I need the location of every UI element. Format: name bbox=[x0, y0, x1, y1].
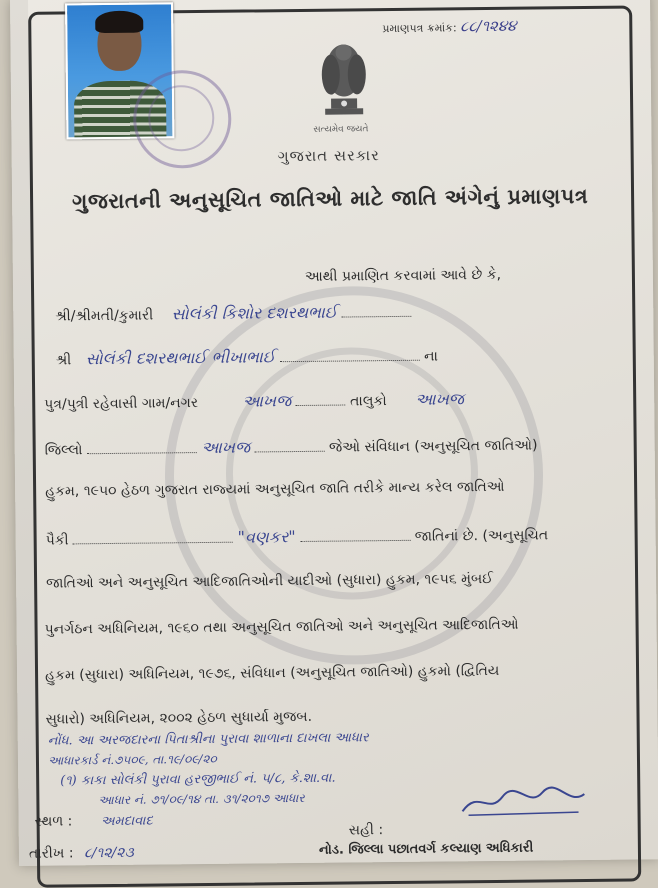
handwritten-note-1: નોંધ. આ અરજદારના પિતાશ્રીના પુરાવા શાળાના દાખલા આધાર bbox=[47, 730, 369, 749]
para4: જાતિઓ અને અનુસૂચિત આદિજાતિઓની યાદીઓ (સુધારા) હુકમ, ૧૯૫૬ મુંબઈ bbox=[46, 570, 494, 592]
emblem-motto: સત્યમેવ જયતે bbox=[313, 124, 369, 135]
taluka-label: તાલુકો bbox=[349, 393, 387, 410]
issuing-officer: નોડ. જિલ્લા પછાતવર્ગ કલ્યાણ અધિકારી bbox=[318, 840, 534, 858]
name-value: સોલંકી કિશોર દશરથભાઈ bbox=[171, 302, 338, 324]
date-value: ૮/૧૨/૨૩ bbox=[83, 844, 134, 862]
district-dotted-line-2 bbox=[254, 439, 324, 453]
father-dotted-line bbox=[280, 348, 420, 362]
date-row bbox=[29, 845, 134, 862]
para2: હુકમ, ૧૯૫૦ હેઠળ ગુજરાત રાજ્યમાં અનુસૂચિત જાતિ તરીકે માન્ય કરેલ જાતિઓ bbox=[45, 478, 505, 500]
certify-text: આથી પ્રમાણિત કરવામાં આવે છે કે, bbox=[304, 266, 502, 285]
name-row bbox=[55, 302, 412, 326]
government-name: ગુજરાત સરકાર bbox=[277, 146, 380, 166]
para1-end: જેઓ સંવિધાન (અનુસૂચિત જાતિઓ) bbox=[328, 437, 538, 456]
officer-signature bbox=[458, 784, 588, 819]
para5: પુનર્ગઠન અધિનિયમ, ૧૯૬૦ તથા અનુસૂચિત જાતિઓ અને અનુસૂચિત આદિજાતિઓ bbox=[44, 616, 519, 638]
father-suffix: ના bbox=[423, 348, 439, 365]
name-dotted-line bbox=[342, 304, 412, 318]
handwritten-note-3: (૧) કાકા સોલંકી પુરાવા હરજીભાઈ નં. ૫/૮, કે.શા.વા. bbox=[60, 770, 336, 789]
caste-value: "વણકર" bbox=[237, 527, 296, 547]
para7: સુધારો) અધિનિયમ, ૨૦૦૨ હેઠળ સુધાર્યા મુજબ. bbox=[45, 708, 313, 728]
handwritten-note-2: આધારકાર્ડ નં.૭૫૦૯, તા.૧૯/૦૯/૨૦ bbox=[47, 751, 217, 768]
place-value: અમદાવાદ bbox=[100, 813, 153, 830]
certificate-number bbox=[382, 17, 516, 36]
cert-number-value: ૮૮/૧૨૪૪ bbox=[460, 16, 517, 36]
name-label: શ્રી/શ્રીમતી/કુમારી bbox=[55, 307, 154, 325]
district-dotted-line-1 bbox=[87, 440, 197, 454]
cert-number-label: પ્રમાણપત્ર ક્રમાંક: bbox=[382, 21, 457, 36]
father-row bbox=[56, 346, 438, 370]
taluka-value: આખજ bbox=[415, 389, 464, 409]
caste-label: પૈકી bbox=[45, 532, 69, 549]
resident-value: આખજ bbox=[242, 391, 292, 411]
photo-hair bbox=[95, 11, 143, 34]
national-emblem-icon bbox=[310, 36, 377, 125]
resident-label: પુત્ર/પુત્રી રહેવાસી ગામ/નગર bbox=[44, 395, 199, 413]
para6: હુકમ (સુધારા) અધિનિયમ, ૧૯૭૬, સંવિધાન (અનુસૂચિત જાતિઓ) હુકમો (દ્વિતિય bbox=[44, 662, 500, 684]
handwritten-note-4: આધાર નં. ૭૧/૦૯/૧૪ તા. ૩૧/૨૦૧૭ આધાર bbox=[98, 790, 305, 808]
photo-stamp-seal bbox=[133, 70, 232, 169]
place-label: સ્થળ : bbox=[34, 813, 73, 830]
resident-dotted-line bbox=[296, 393, 346, 407]
certificate-sheet bbox=[10, 0, 658, 866]
signature-label: સહી : bbox=[348, 822, 384, 839]
father-label: શ્રી bbox=[55, 352, 72, 369]
para3-end: જાતિનાં છે. (અનુસૂચિત bbox=[414, 527, 549, 545]
district-value: આખજ bbox=[201, 437, 251, 458]
place-row bbox=[35, 813, 153, 830]
date-label: તારીખ : bbox=[28, 845, 74, 862]
father-value: સોલંકી દશરથભાઈ ભીખાભાઈ bbox=[85, 347, 276, 369]
district-label: જિલ્લો bbox=[44, 442, 83, 459]
caste-dotted-line-2 bbox=[300, 528, 410, 542]
caste-dotted-line-1 bbox=[73, 530, 233, 545]
certificate-title: ગુજરાતની અનુસૂચિત જાતિઓ માટે જાતિ અંગેનું પ્રમાણપત્ર bbox=[71, 183, 589, 214]
